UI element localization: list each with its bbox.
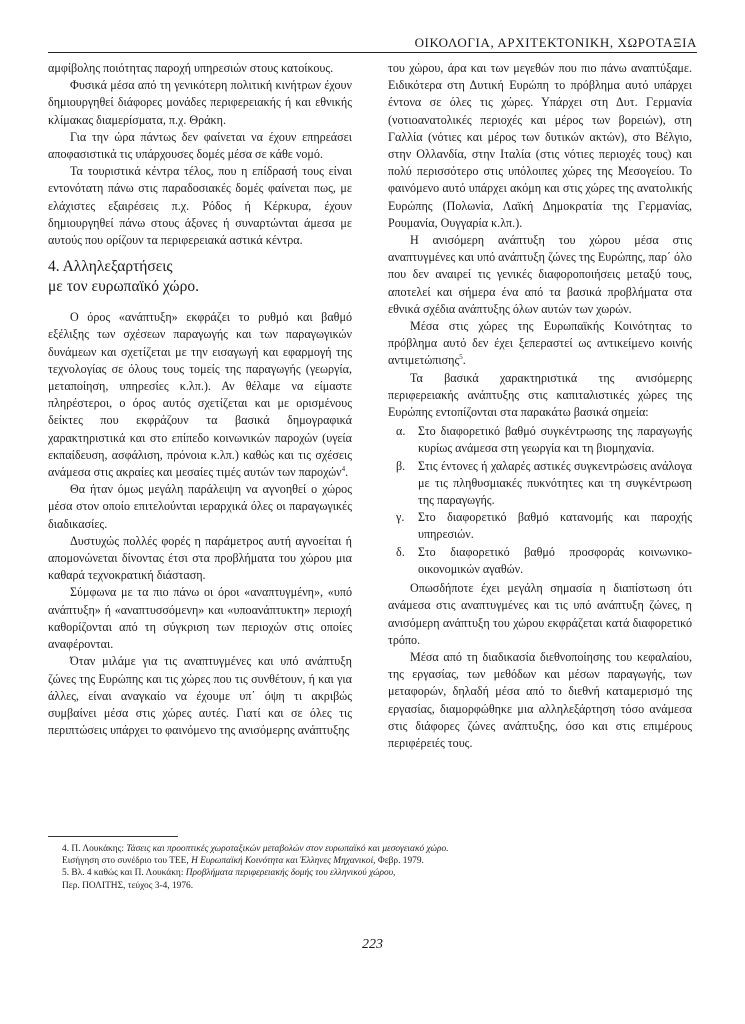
paragraph: Η ανισόμερη ανάπτυξη του χώρου μέσα στις αναπτυγμένες και υπό ανάπτυξη ζώνες της Ευρώπης, παρ΄ όλο που δεν αναιρεί τις γενικές διαφοροποιήσεις μεταξύ τους, αποτελεί και σήμερα ένα από τα βασικά προβλήματα στα εθνικά σχέδια ανάπτυξης όλων αυτών των χωρών. xyxy=(388,233,692,316)
right-column xyxy=(388,60,692,752)
paragraph: του χώρου, άρα και των μεγεθών που πιο πάνω αναπτύξαμε. Ειδικότερα στη Δυτική Ευρώπη το πρόβλημα αυτό υπάρχει έντονα σε όλες τις χώρες. Υπάρχει στη Δυτ. Γερμανία (νοτιοανατολικές περιοχές και μέρος των βορειών), στη Γαλλία (νότιες και μέρος των δυτικών ακτών), στο Βέλγιο, στην Ολλανδία, στην Ιταλία (στις νότιες περιοχές τους) και πολύ περισσότερο στις υπόλοιπες χώρες της Μεσογείου. Το φαινόμενο αυτό υπάρχει ακόμη και στις χώρες της ανατολικής Ευρώπης (Πολωνία, Λαϊκή Δημοκρατία της Γερμανίας, Ρουμανία, Ουγγαρία κ.λπ.). xyxy=(388,61,692,230)
paragraph: Οπωσδήποτε έχει μεγάλη σημασία η διαπίστωση ότι ανάμεσα στις αναπτυγμένες και τις υπό ανάπτυξη ζώνες, η ανισόμερη ανάπτυξη του χώρου εκφράζεται κατά διαφορετικό τρόπο. xyxy=(388,581,692,647)
footnote-number: 5. xyxy=(62,868,70,879)
paragraph: Δυστυχώς πολλές φορές η παράμετρος αυτή αγνοείται ή απομονώνεται δίνοντας έτσι στα προβλήματα του χώρου μια καθαρά τεχνοκρατική διάσταση. xyxy=(48,533,352,583)
footnote-divider xyxy=(48,836,178,837)
features-list xyxy=(388,423,692,578)
paragraph-text: Μέσα στις χώρες της Ευρωπαϊκής Κοινότητας το πρόβλημα αυτό δεν έχει ξεπεραστεί ως αντικείμενο κοινής αντιμετώπισης xyxy=(388,319,692,368)
footnote-ref-text: Βλ. 4 καθώς και Π. Λουκάκη: xyxy=(71,868,184,879)
list-marker: β. xyxy=(396,458,406,473)
paragraph: αμφίβολης ποιότητας παροχή υπηρεσιών στους κατοίκους. xyxy=(48,61,334,75)
footnote-title: Τάσεις και προοπτικές χωροταξικών μεταβολών στον ευρωπαϊκό και μεσογειακό χώρο. xyxy=(126,844,449,854)
paragraph: Θα ήταν όμως μεγάλη παράλειψη να αγνοηθεί ο χώρος μέσα στον οποίο επιτελούνται ιεραρχικά όλες οι παραγωγικές διαδικασίες. xyxy=(48,482,352,531)
paragraph-end: . xyxy=(345,465,349,480)
list-marker: α. xyxy=(396,424,406,439)
list-item xyxy=(388,458,692,510)
footnote-ref: 5 xyxy=(459,353,463,362)
footnote-source: Εισήγηση στο συνέδριο του ΤΕΕ, xyxy=(62,856,189,867)
footnote-source-date: Φεβρ. 1979. xyxy=(377,856,424,867)
paragraph: Τα βασικά χαρακτηριστικά της ανισόμερης περιφερειακής ανάπτυξης στις καπιταλιστικές χώρες της Ευρώπης εντοπίζονται στα παρακάτω βασικά σημεία: xyxy=(388,370,692,420)
paragraph: Φυσικά μέσα από τη γενικότερη πολιτική κινήτρων έχουν δημιουργηθεί διάφορες μονάδες περιφερειακής ή και εθνικής κλίμακας διαμερίσματα, π.χ. Θράκη. xyxy=(48,78,352,127)
footnotes xyxy=(48,843,688,892)
footnote-author: Π. Λουκάκης: xyxy=(71,844,124,854)
left-column xyxy=(48,60,352,739)
list-item-text: Στις έντονες ή χαλαρές αστικές συγκεντρώσεις ανάλογα με τις πληθυσμιακές πυκνότητες και τη συγκέντρωση της παραγωγής. xyxy=(418,458,692,508)
paragraph-end: . xyxy=(462,353,466,368)
list-marker: δ. xyxy=(396,544,405,559)
list-item xyxy=(388,509,692,543)
list-marker: γ. xyxy=(396,510,405,525)
list-item-text: Στο διαφορετικό βαθμό κατανομής και παροχής υπηρεσιών. xyxy=(418,510,692,542)
paragraph: Για την ώρα πάντως δεν φαίνεται να έχουν επηρεάσει αποφασιστικά τις υπάρχουσες δομές μέσα σε κάθε νομό. xyxy=(48,129,352,162)
footnote-source-title: Η Ευρωπαϊκή Κοινότητα και Έλληνες Μηχανικοί, xyxy=(191,856,376,867)
paragraph: Τα τουριστικά κέντρα τέλος, που η επίδρασή τους είναι εντονότατη πάνω στις παραδοσιακές δομές φαίνεται πως, με ελάχιστες εξαιρέσεις π.χ. Ρόδος ή Κέρκυρα, έχουν δημιουργηθεί πάνω στους άξονες ή συναρτώνται άμεσα με αυτούς που ορίζουν τα περιφερειακά αστικά κέντρα. xyxy=(48,164,352,248)
list-item-text: Στο διαφορετικό βαθμό προσφοράς κοινωνικο-οικονομικών αγαθών. xyxy=(418,544,692,576)
paragraph: Όταν μιλάμε για τις αναπτυγμένες και υπό ανάπτυξη ζώνες της Ευρώπης και τις χώρες που τις συνθέτουν, ή και για άλλες, είναι αναγκαίο να έχουμε υπ΄ όψη τι ακριβώς συμβαίνει μέσα στις χώρες αυτές. Γιατί και σε όλες τις περιπτώσεις υπάρχει το φαινόμενο της ανισόμερης ανάπτυξης xyxy=(48,654,352,738)
paragraph xyxy=(388,318,692,370)
footnote-source: Περ. ΠΟΛΙΤΗΣ, τεύχος 3-4, 1976. xyxy=(62,880,194,891)
list-item-text: Στο διαφορετικό βαθμό συγκέντρωσης της παραγωγής κυρίως ανάμεσα στη γεωργία και τη βιομηχανία. xyxy=(418,424,692,456)
section-heading xyxy=(48,257,352,297)
section-heading-line2: με τον ευρωπαϊκό χώρο. xyxy=(48,278,199,296)
footnote-4-source xyxy=(48,855,688,867)
running-header-title: ΟΙΚΟΛΟΓΙΑ, ΑΡΧΙΤΕΚΤΟΝΙΚΗ, ΧΩΡΟΤΑΞΙΑ xyxy=(414,35,697,50)
list-item xyxy=(388,544,692,578)
footnote-number: 4. xyxy=(62,844,70,854)
list-item xyxy=(388,423,692,457)
footnote-5-source xyxy=(48,880,688,892)
footnote-ref: 4 xyxy=(341,465,346,474)
running-header xyxy=(48,30,697,53)
footnote-5 xyxy=(48,867,688,879)
footnote-4 xyxy=(48,843,688,855)
paragraph: Σύμφωνα με τα πιο πάνω οι όροι «αναπτυγμένη», «υπό ανάπτυξη» ή «αναπτυσσόμενη» και «υποανάπτυκτη» περιοχή καθορίζονται από τη σύγκριση των περιοχών στις οποίες αναφέρονται. xyxy=(48,585,352,652)
page-number: 223 xyxy=(362,937,383,952)
paragraph xyxy=(48,309,352,481)
paragraph-text: Ο όρος «ανάπτυξη» εκφράζει το ρυθμό και βαθμό εξέλιξης των σχέσεων παραγωγής και των παραγωγικών δυνάμεων και σχετίζεται με την εισαγωγή και εφαρμογή της τεχνολογίας σε όλους τους τομείς της παραγωγής (γεωργία, μεταποίηση, υπηρεσίες κ.λπ.). Αν θέλαμε να είμαστε πληρέστεροι, ο όρος αυτός σχετίζεται και με ορισμένους δείκτες που εκφράζουν τα βασικά δημογραφικά χαρακτηριστικά και στο επίπεδο κοινωνικών παροχών (υγεία εκπαίδευση, ασφάλιση, πρόνοια κ.λπ.) καθώς και τις σχέσεις ανάμεσα στις ακραίες και μεσαίες τιμές αυτών των παροχών xyxy=(48,310,352,480)
footnote-title: Προβλήματα περιφερειακής δομής του ελληνικού χώρου, xyxy=(185,868,396,879)
section-heading-line1: 4. Αλληλεξαρτήσεις xyxy=(48,258,173,276)
paragraph: Μέσα από τη διαδικασία διεθνοποίησης του κεφαλαίου, της εργασίας, των μεθόδων και μέσων παραγωγής, των μεταφορών, δηλαδή μέσα από το διεθνή καταμερισμό της εργασίας, διαμορφώθηκε μια αλληλεξάρτηση τόσο ανάμεσα στις διάφορες ζώνες ανάπτυξης, όσο και στις επιμέρους περιφέρειές τους. xyxy=(388,649,692,750)
